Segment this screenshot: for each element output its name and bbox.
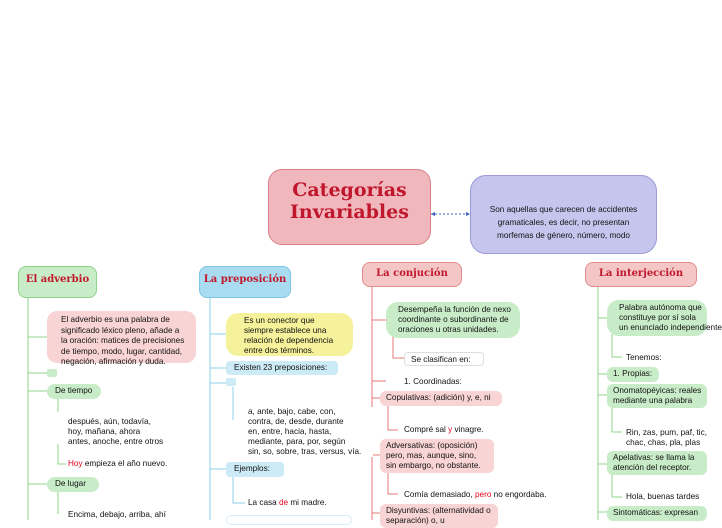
adverbio-desc-line: de tiempo, modo, lugar, cantidad, (61, 346, 183, 356)
example-text: Compré sal (404, 425, 449, 434)
example-highlight: y (448, 425, 453, 434)
conjuncion-advers-example (404, 490, 554, 500)
title-node[interactable] (268, 169, 431, 245)
conjuncion-desc-line: oraciones u otras unidades. (398, 325, 499, 334)
adverbio-tiempo-list (68, 417, 188, 447)
adverbio-tiempo-node[interactable]: De tiempo (47, 384, 101, 399)
apelativas-line: atención del receptor. (613, 463, 692, 472)
adversativas-line: Adversativas: (oposición) (386, 441, 478, 450)
onomat-list-line: chac, chas, pla, plas (626, 438, 701, 447)
conjuncion-classify-node[interactable]: Se clasifican en: (404, 352, 484, 366)
title-line-2: Invariables (290, 201, 409, 223)
example-highlight: pero (475, 490, 492, 499)
preposicion-empty-node[interactable] (226, 378, 236, 386)
example-text: mi madre. (288, 498, 327, 507)
interjeccion-desc-line: un enunciado independiente (619, 323, 722, 332)
example-highlight: Hoy (68, 459, 83, 468)
definition-line-1: Son aquellas que carecen de accidentes (489, 205, 638, 214)
adverbio-description[interactable] (47, 311, 196, 366)
onomat-line: Onomatopéyicas: reales (613, 386, 702, 395)
preposicion-list-line: a, ante, bajo, cabe, con, (248, 407, 336, 416)
disyuntivas-line: separación) o, u (386, 516, 445, 525)
adverbio-branch[interactable]: El adverbio (18, 266, 97, 298)
interjeccion-desc-line: Palabra autónoma que (619, 303, 702, 312)
onomat-list-line: Rin, zas, pum, paf, tic, (626, 428, 707, 437)
conjuncion-description[interactable] (386, 302, 520, 338)
interjeccion-onomat-node[interactable] (607, 384, 707, 408)
preposicion-desc-line: siempre establece una (244, 326, 327, 335)
interjeccion-sintomaticas-node[interactable]: Sintomáticas: expresan (607, 506, 707, 521)
interjeccion-propias-node[interactable]: 1. Propias: (607, 367, 659, 382)
preposicion-desc-line: Es un conector que (244, 316, 315, 325)
adverbio-example (68, 459, 188, 469)
example-text: empieza el año nuevo. (82, 459, 168, 468)
interjeccion-description[interactable] (607, 300, 722, 336)
disyuntivas-line: Disyuntivas: (alternatividad o (386, 506, 491, 515)
definition-line-2: gramaticales, es decir, no presentan (497, 218, 630, 227)
conjuncion-desc-line: Desempeña la función de nexo (398, 305, 511, 314)
conjuncion-branch[interactable]: La conjución (362, 262, 462, 287)
example-highlight: de (278, 498, 289, 507)
preposicion-desc-line: relación de dependencia (244, 336, 334, 345)
adverbio-desc-line: la oración: matices de precisiones (61, 336, 185, 345)
example-text: Comía demasiado, (404, 490, 475, 499)
interjeccion-apelativas-node[interactable] (607, 451, 707, 475)
preposicion-list-line: sin, so, sobre, tras, versus, vía. (248, 447, 362, 456)
example-text: La casa (248, 498, 279, 507)
interjeccion-apel-example: Hola, buenas tardes (626, 492, 700, 501)
preposicion-list-line: mediante, para, por, según (248, 437, 346, 446)
conjuncion-copul-example (404, 425, 514, 435)
interjeccion-onomat-list (626, 428, 706, 448)
preposicion-examples-node[interactable]: Ejemplos: (226, 462, 284, 477)
title-line-1: Categorías (292, 179, 407, 201)
conjuncion-adversativas-node[interactable] (380, 439, 494, 473)
conjuncion-disyuntivas-node[interactable] (380, 504, 498, 528)
adversativas-line: sin embargo, no obstante. (386, 461, 481, 470)
preposicion-list (248, 407, 373, 457)
apelativas-line: Apelativas: se llama la (613, 453, 695, 462)
adverbio-desc-line: significado léxico pleno, añade a (61, 325, 180, 335)
conjuncion-coord-label: 1. Coordinadas: (404, 377, 494, 387)
adversativas-line: pero, mas, aunque, sino, (386, 451, 477, 460)
definition-node[interactable] (470, 175, 657, 254)
adverbio-lugar-node[interactable]: De lugar (47, 477, 99, 492)
preposicion-list-line: contra, de, desde, durante (248, 417, 344, 426)
interjeccion-tenemos-label: Tenemos: (626, 353, 696, 363)
conjuncion-copulativas-node[interactable]: Copulativas: (adición) y, e, ni (380, 391, 502, 406)
onomat-line: mediante una palabra (613, 396, 693, 405)
definition-line-3: morfemas de género, número, modo (497, 231, 630, 240)
adverbio-empty-node[interactable] (47, 369, 57, 377)
preposicion-branch[interactable]: La preposición (199, 266, 291, 298)
example-text: no engordaba. (491, 490, 547, 499)
adverbio-desc-line: negación, afirmación y duda. (61, 357, 166, 366)
tiempo-list-line: después, aún, todavía, (68, 417, 151, 426)
tiempo-list-line: antes, anoche, entre otros (68, 437, 164, 446)
preposicion-count-node[interactable]: Existen 23 preposiciones: (226, 361, 338, 375)
conjuncion-desc-line: coordinante o subordinante de (398, 315, 509, 324)
preposicion-example (248, 498, 368, 508)
tiempo-list-line: hoy, mañana, ahora (68, 427, 141, 436)
adverbio-lugar-list: Encima, debajo, arriba, ahí (68, 510, 188, 520)
interjeccion-desc-line: constituye por sí sola (619, 313, 696, 322)
preposicion-list-line: en, entre, hacia, hasta, (248, 427, 332, 436)
example-text: vinagre. (452, 425, 484, 434)
preposicion-description[interactable] (226, 313, 353, 356)
preposicion-desc-line: entre dos términos. (244, 346, 315, 355)
preposicion-next-node[interactable] (226, 515, 352, 525)
interjeccion-branch[interactable]: La interjección (585, 262, 697, 287)
adverbio-desc-line: El adverbio es una palabra de (61, 315, 170, 324)
